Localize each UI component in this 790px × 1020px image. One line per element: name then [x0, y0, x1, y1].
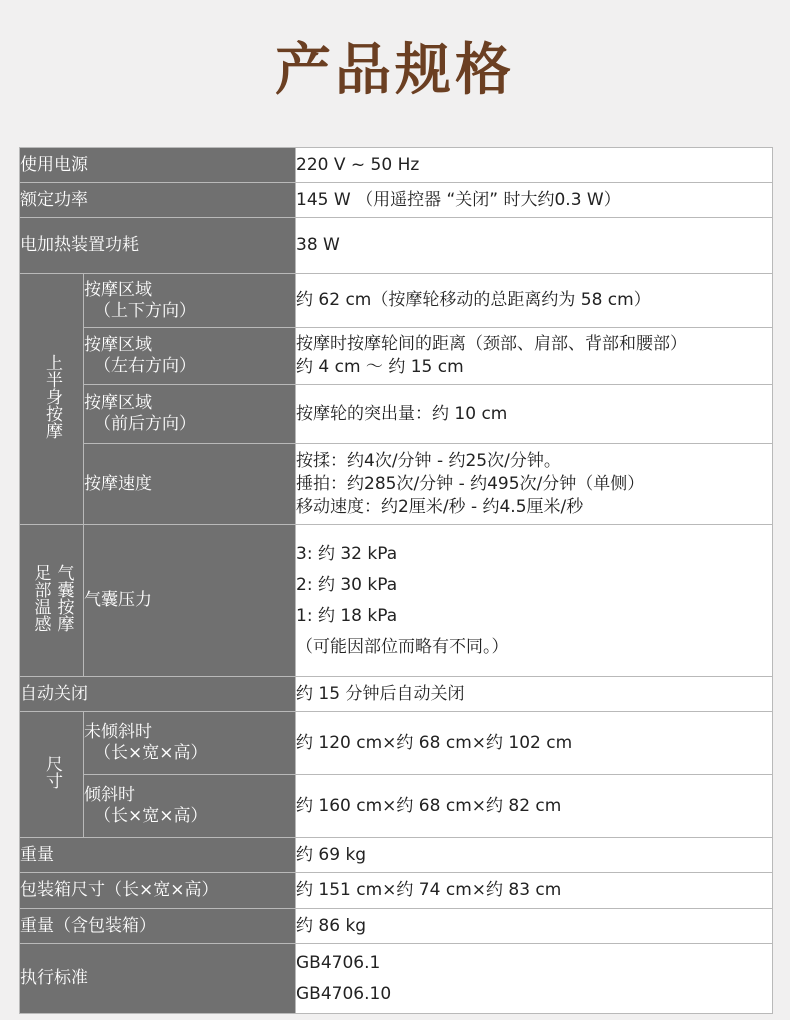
group-label-size: [20, 712, 84, 838]
row-value-auto-off: 约 15 分钟后自动关闭: [296, 677, 773, 712]
table-row: [20, 444, 773, 525]
value-line: 约 4 cm 〜 约 15 cm: [296, 357, 464, 377]
group-label-pair: [30, 564, 74, 632]
row-label-line: 按摩区域: [84, 335, 152, 355]
group-label-upper-body: [20, 274, 84, 525]
row-label-package-weight: 重量（含包装箱）: [20, 909, 296, 944]
table-row: [20, 838, 773, 873]
row-label-subline: （上下方向）: [94, 300, 196, 321]
table-row: [20, 712, 773, 775]
row-value-heater-power: 38 W: [296, 218, 773, 274]
row-value-size-reclined: 约 160 cm×约 68 cm×约 82 cm: [296, 775, 773, 838]
row-value-size-upright: 约 120 cm×约 68 cm×约 102 cm: [296, 712, 773, 775]
row-label-package-size: 包装箱尺寸（长×宽×高）: [20, 873, 296, 909]
table-row: [20, 183, 773, 218]
value-line: 移动速度：约2厘米/秒 - 约4.5厘米/秒: [296, 496, 584, 517]
table-row: [20, 218, 773, 274]
row-value-rated-power: 145 W （用遥控器 “关闭” 时大约0.3 W）: [296, 183, 773, 218]
row-value-standard: [296, 944, 773, 1014]
table-row: [20, 385, 773, 444]
row-value-area-vertical: 约 62 cm（按摩轮移动的总距离约为 58 cm）: [296, 274, 773, 328]
group-text-airbag: 气囊按摩: [53, 563, 74, 632]
row-value-speed: [296, 444, 773, 525]
row-label-line: 倾斜时: [84, 785, 135, 805]
row-value-area-horizontal: [296, 328, 773, 385]
table-row: [20, 328, 773, 385]
table-row: [20, 274, 773, 328]
row-value-airbag-pressure: [296, 525, 773, 677]
row-label-size-upright: [84, 712, 296, 775]
value-line: GB4706.10: [296, 983, 392, 1004]
table-row: [20, 677, 773, 712]
row-label-standard: 执行标准: [20, 944, 296, 1014]
value-line: 按摩时按摩轮间的距离（颈部、肩部、背部和腰部）: [296, 334, 687, 354]
table-row: [20, 148, 773, 183]
row-label-subline: （左右方向）: [94, 356, 196, 376]
table-row: [20, 873, 773, 909]
row-label-rated-power: 额定功率: [20, 183, 296, 218]
row-label-auto-off: 自动关闭: [20, 677, 296, 712]
table-row: [20, 525, 773, 677]
spec-table: [19, 147, 773, 1014]
group-label-airbag: [20, 525, 84, 677]
row-value-area-front: 按摩轮的突出量：约 10 cm: [296, 385, 773, 444]
table-row: [20, 944, 773, 1014]
row-label-area-front: [84, 385, 296, 444]
page-title: 产品规格: [275, 38, 515, 103]
row-label-subline: （前后方向）: [94, 414, 196, 434]
row-label-area-vertical: [84, 274, 296, 328]
row-label-heater-power: 电加热装置功耗: [20, 218, 296, 274]
row-label-line: 未倾斜时: [84, 722, 152, 742]
row-label-line: 按摩区域: [84, 393, 152, 413]
value-line: 2: 约 30 kPa: [296, 574, 398, 595]
row-label-power-supply: 使用电源: [20, 148, 296, 183]
value-line: 按揉：约4次/分钟 - 约25次/分钟。: [296, 450, 561, 471]
value-line: （可能因部位而略有不同。）: [296, 636, 509, 657]
value-line: 3: 约 32 kPa: [296, 543, 398, 564]
row-label-line: 按摩区域: [84, 279, 152, 300]
row-label-speed: 按摩速度: [84, 444, 296, 525]
row-label-weight: 重量: [20, 838, 296, 873]
value-line: 1: 约 18 kPa: [296, 605, 398, 626]
table-row: [20, 909, 773, 944]
row-value-power-supply: 220 V ~ 50 Hz: [296, 148, 773, 183]
value-line: GB4706.1: [296, 952, 381, 973]
value-line: 捶拍：约285次/分钟 - 约495次/分钟（单侧）: [296, 473, 645, 494]
row-label-subline: （长×宽×高）: [94, 743, 208, 763]
row-label-area-horizontal: [84, 328, 296, 385]
row-value-package-weight: 约 86 kg: [296, 909, 773, 944]
row-label-subline: （长×宽×高）: [94, 806, 208, 826]
row-label-size-reclined: [84, 775, 296, 838]
group-text-foot-warming: 足部温感: [30, 563, 51, 632]
table-row: [20, 775, 773, 838]
group-text-size: 尺寸: [42, 754, 62, 789]
row-label-airbag-pressure: 气囊压力: [84, 525, 296, 677]
group-text-upper-body: 上半身按摩: [42, 353, 62, 439]
row-value-package-size: 约 151 cm×约 74 cm×约 83 cm: [296, 873, 773, 909]
row-value-weight: 约 69 kg: [296, 838, 773, 873]
